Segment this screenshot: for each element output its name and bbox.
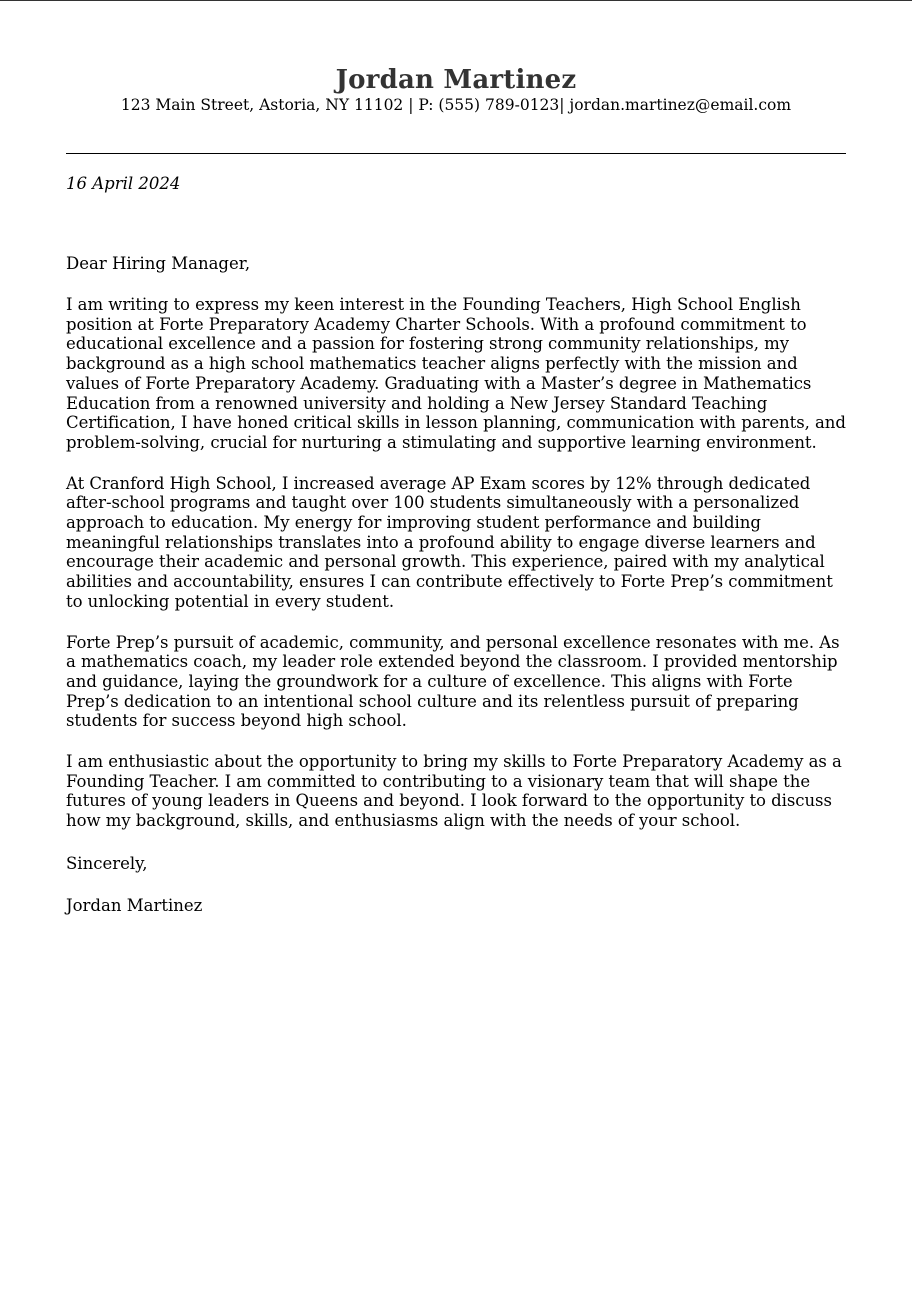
- signature-name: Jordan Martinez: [66, 895, 203, 915]
- applicant-name: Jordan Martinez: [335, 65, 577, 95]
- body-paragraph-2: At Cranford High School, I increased average AP Exam scores by 12% through dedicated after-school programs and taught over 100 students simultaneously with a personalized approach to education. My energy for improving student performance and building meaningful relationships translates into a profound ability to engage diverse learners and encourage their academic and personal growth. This experience, paired with my analytical abilities and accountability, ensures I can contribute effectively to Forte Prep’s commitment to unlocking potential in every student.: [66, 473, 833, 611]
- cover-letter-page: [0, 1, 912, 1293]
- closing: Sincerely,: [66, 853, 148, 873]
- letter-date: 16 April 2024: [66, 174, 181, 193]
- body-paragraph-3: Forte Prep’s pursuit of academic, community, and personal excellence resonates with me. As a mathematics coach, my leader role extended beyond the classroom. I provided mentorship and guidance, laying the groundwork for a culture of excellence. This aligns with Forte Prep’s dedication to an intentional school culture and its relentless pursuit of preparing students for success beyond high school.: [66, 632, 840, 731]
- letter-header: [66, 1, 846, 115]
- contact-info: 123 Main Street, Astoria, NY 11102 | P: (555) 789-0123| jordan.martinez@email.com: [120, 96, 792, 114]
- body-paragraph-1: I am writing to express my keen interest in the Founding Teachers, High School English position at Forte Preparatory Academy Charter Schools. With a profound commitment to educational excellence and a passion for fostering strong community relationships, my background as a high school mathematics teacher aligns perfectly with the mission and values of Forte Preparatory Academy. Graduating with a Master’s degree in Mathematics Education from a renowned university and holding a New Jersey Standard Teaching Certification, I have honed critical skills in lesson planning, communication with parents, and problem-solving, crucial for nurturing a stimulating and supportive learning environment.: [66, 295, 846, 452]
- body-paragraph-4: I am enthusiastic about the opportunity to bring my skills to Forte Preparatory Academy as a Founding Teacher. I am committed to contributing to a visionary team that will shape the futures of young leaders in Queens and beyond. I look forward to the opportunity to discuss how my background, skills, and enthusiasms align with the needs of your school.: [66, 752, 842, 831]
- salutation: Dear Hiring Manager,: [66, 254, 251, 273]
- header-divider: [66, 153, 846, 154]
